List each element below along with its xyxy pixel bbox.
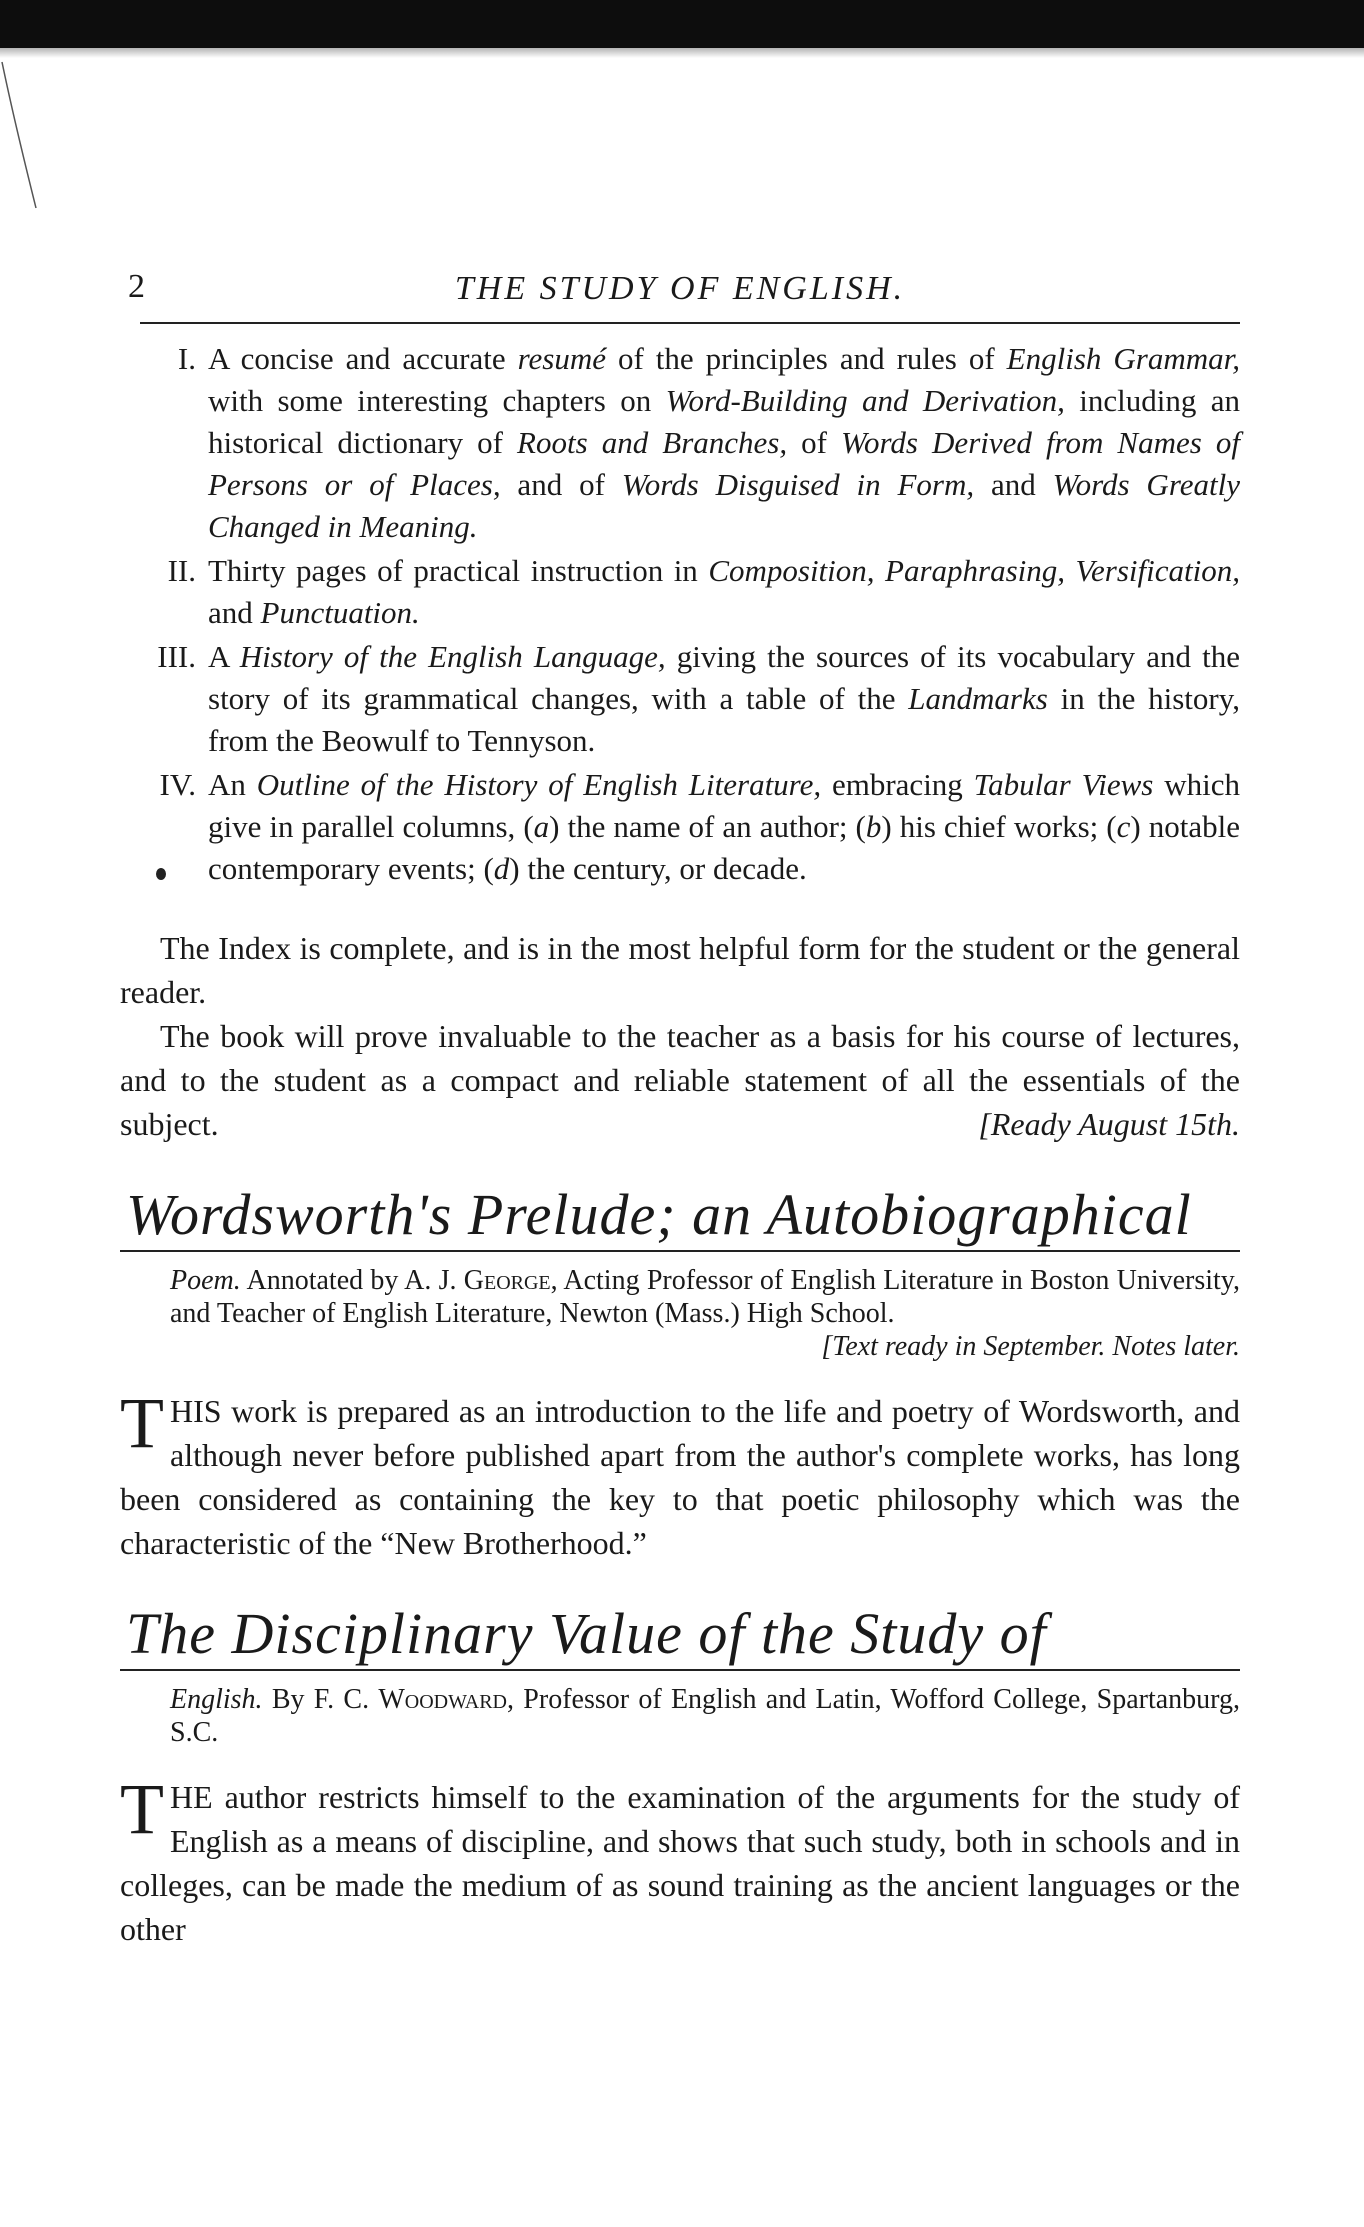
prelude-body-text: HIS work is prepared as an introduction to the life and poetry of Wordsworth, and although never before published apart from the author's complete works, has long been considered as containing the key to that poetic philosophy which was the characteristic of the “New Brotherhood.”: [120, 1393, 1240, 1561]
byline-rest: Professor of English and Latin, Wofford College, Spartanburg, S.C.: [170, 1684, 1240, 1748]
item-text-italic: English Grammar,: [1006, 341, 1240, 376]
paper-crease-mark: [0, 60, 40, 210]
page-number: 2: [128, 268, 145, 305]
byline-italic: Poem.: [170, 1265, 241, 1296]
item-text-italic: Composition, Paraphrasing, Versification,: [708, 553, 1240, 588]
item-text-roman: and of: [500, 467, 622, 502]
item-numeral: IV.: [159, 767, 196, 802]
item-text-roman: ) the century, or decade.: [509, 851, 807, 886]
prelude-description: [120, 1383, 1240, 1565]
item-text-italic: Landmarks: [908, 681, 1048, 716]
value-paragraph: [120, 1014, 1240, 1146]
item-text-italic: Words Derived from Names of Persons or of Places,: [208, 425, 1240, 502]
book-page: [120, 262, 1240, 1951]
disciplinary-body-text: HE author restricts himself to the examination of the arguments for the study of English as a means of discipline, and shows that such study, both in schools and in colleges, can be made the medium of as sound training as the ancient languages or the other: [120, 1779, 1240, 1947]
item-text-roman: with some interesting chapters on: [208, 383, 666, 418]
index-paragraph: The Index is complete, and is in the most helpful form for the student or the general reader.: [120, 930, 1240, 1010]
contents-item: [130, 636, 1240, 762]
contents-item: [130, 550, 1240, 634]
byline-rest: Acting Professor of English Literature in Boston University, and Teacher of English Literature, Newton (Mass.) High School.: [170, 1265, 1240, 1329]
disciplinary-description: [120, 1769, 1240, 1951]
byline-text: By F. C.: [262, 1684, 379, 1715]
item-text-italic: History of the English Language,: [239, 639, 666, 674]
item-text-italic: Punctuation.: [260, 595, 420, 630]
running-title: THE STUDY OF ENGLISH.: [454, 270, 906, 307]
item-text-italic: resumé: [517, 341, 606, 376]
byline-text: Annotated by A. J.: [240, 1265, 464, 1296]
section-title-disciplinary: The Disciplinary Value of the Study of: [120, 1599, 1240, 1671]
item-text-italic: Roots and Branches,: [517, 425, 788, 460]
item-text-roman: ) his chief works; (: [881, 809, 1117, 844]
section-title-prelude: Wordsworth's Prelude; an Autobiographical: [120, 1180, 1240, 1252]
item-numeral: I.: [177, 341, 196, 376]
item-text-roman: A: [208, 639, 240, 674]
drop-cap: T: [120, 1383, 164, 1463]
item-text-roman: and: [974, 467, 1053, 502]
item-text: [208, 550, 1240, 634]
item-text-italic: Outline of the History of English Literature,: [256, 767, 822, 802]
drop-cap: T: [120, 1769, 164, 1849]
item-text-italic: a: [533, 809, 550, 844]
item-text-roman: Thirty pages of practical instruction in: [208, 553, 709, 588]
ready-note: [Ready August 15th.: [978, 1106, 1240, 1142]
item-text-roman: which give in parallel columns, (: [208, 767, 1241, 844]
item-text-roman: A concise and accurate: [208, 341, 518, 376]
byline-prelude: [170, 1264, 1240, 1363]
item-text-roman: of the principles and rules of: [605, 341, 1007, 376]
item-numeral: III.: [157, 639, 196, 674]
item-text-roman: of: [787, 425, 842, 460]
item-numeral: II.: [167, 553, 196, 588]
item-text: [208, 764, 1240, 890]
item-text-roman: An: [208, 767, 257, 802]
author-name: George,: [463, 1265, 558, 1296]
byline-italic: English.: [170, 1684, 263, 1715]
item-text-roman: ) the name of an author; (: [549, 809, 866, 844]
item-text-roman: giving the sources of its vocabulary and the story of its grammatical changes, with a table of the: [208, 639, 1240, 716]
item-text-roman: embracing: [821, 767, 974, 802]
item-text-roman: and: [208, 595, 261, 630]
item-text: [208, 338, 1240, 548]
value-paragraph-text: The book will prove invaluable to the teacher as a basis for his course of lectures, and to the student as a compact and reliable statement of all the essentials of the subject.: [120, 1018, 1240, 1142]
item-text-italic: Tabular Views: [973, 767, 1154, 802]
item-text-roman: in the history, from the Beowulf to Tennyson.: [208, 681, 1240, 758]
item-text-roman: ) notable contemporary events; (: [208, 809, 1240, 886]
byline-disciplinary: [170, 1683, 1240, 1749]
item-text-italic: b: [865, 809, 882, 844]
page-header: [120, 262, 1240, 322]
scan-border-top: [0, 0, 1364, 48]
publication-note: [Text ready in September. Notes later.: [821, 1331, 1240, 1362]
scan-shadow: [0, 48, 1364, 58]
contents-item: [130, 764, 1240, 890]
item-text-roman: including an historical dictionary of: [208, 383, 1241, 460]
item-text: [208, 636, 1240, 762]
header-rule: [140, 322, 1240, 324]
item-text-italic: Words Greatly Changed in Meaning.: [208, 467, 1240, 544]
item-text-italic: Word-Building and Derivation,: [665, 383, 1065, 418]
contents-item: [130, 338, 1240, 548]
author-name: Woodward,: [378, 1684, 515, 1715]
item-text-italic: Words Disguised in Form,: [621, 467, 975, 502]
item-text-italic: c: [1116, 809, 1131, 844]
item-text-italic: d: [493, 851, 510, 886]
contents-list: [130, 338, 1240, 890]
